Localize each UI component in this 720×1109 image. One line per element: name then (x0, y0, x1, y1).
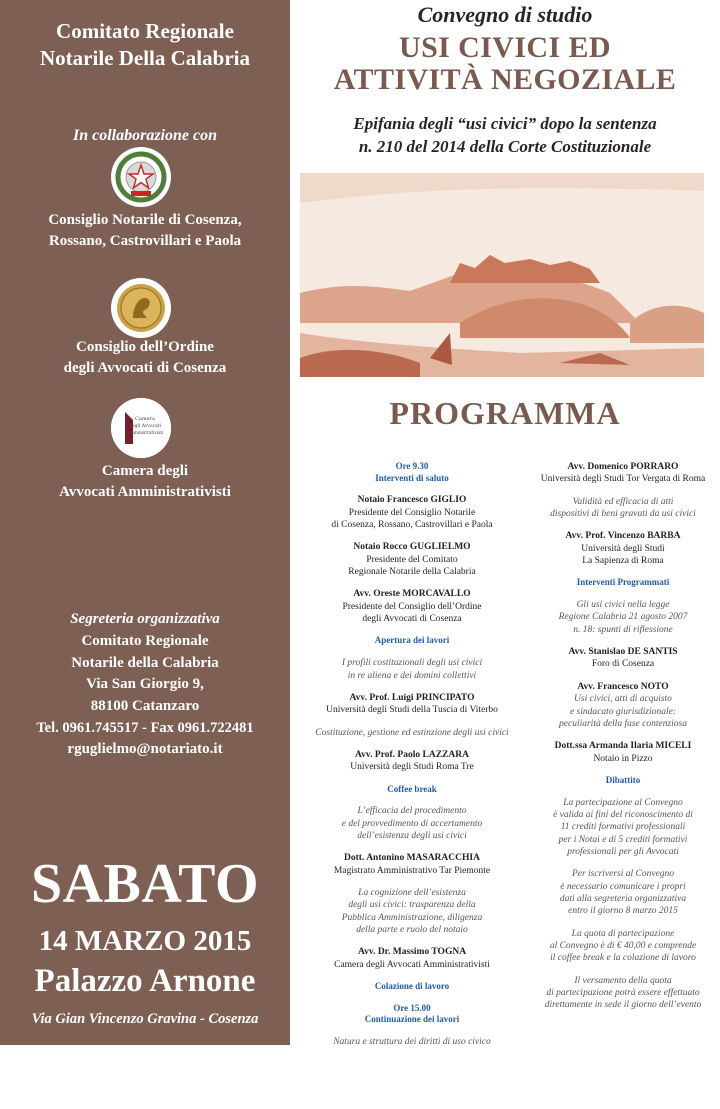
program-item (533, 599, 713, 636)
program-item (297, 692, 527, 717)
program-item (297, 635, 527, 647)
speaker-name: Dott.ssa Armanda Ilaria MICELI (554, 741, 692, 752)
program-item (533, 975, 713, 1012)
speaker-affiliation: Camera degli Avvocati Amministrativisti (334, 959, 490, 970)
session-heading: Ore 15.00 Continuazione dei lavori (364, 1002, 460, 1025)
programma-heading: PROGRAMMA (389, 395, 621, 431)
talk-title: La quota di partecipazione al Convegno è di € 40,00 e comprende il coffee break e la colazione di lavoro (549, 928, 697, 964)
speaker-affiliation: Presidente del Comitato Regionale Notarile della Calabria (348, 554, 476, 578)
talk-title: Costituzione, gestione ed estinzione degli usi civici (315, 727, 509, 738)
program-item (297, 981, 527, 993)
speaker-affiliation: Università degli Studi della Tuscia di Viterbo (326, 705, 498, 716)
speaker-name: Avv. Prof. Luigi PRINCIPATO (349, 692, 475, 703)
convegno-label: Convegno di studio (417, 2, 593, 27)
secretariat-address: Comitato Regionale Notarile della Calabria Via San Giorgio 9, 88100 Catanzaro (71, 632, 219, 714)
talk-title: Per iscriversi al Convegno è necessario comunicare i propri dati alla segreteria organizzativa entro il giorno 8 marzo 2015 (559, 869, 687, 917)
program-item (297, 805, 527, 842)
program-item (297, 749, 527, 774)
partner-name-ordine-avvocati: Consiglio dell’Ordine degli Avvocati di Cosenza (63, 339, 227, 377)
program-item (297, 657, 527, 682)
italian-republic-emblem-icon (111, 147, 171, 207)
talk-title: I profili costituzionali degli usi civici in re aliena e dei domini collettivi (341, 658, 483, 681)
secretariat-phone: Tel. 0961.745517 - Fax 0961.722481 (36, 719, 254, 736)
collaboration-heading: In collaborazione con (72, 127, 217, 144)
talk-title: La partecipazione al Convegno è valida ai fini del riconoscimento di 11 crediti formativi professionali per i Notai e di 5 crediti formativi professionali per gli Avvocati (553, 797, 693, 857)
talk-title: La cognizione dell’esistenza degli usi civici: trasparenza della Pubblica Amministrazione, diligenza della parte e ruolo del notaio (341, 887, 483, 935)
program-item (297, 1003, 527, 1026)
organizer-name: Comitato Regionale Notarile Della Calabria (40, 19, 250, 70)
program-item (297, 461, 527, 484)
program-item (297, 852, 527, 877)
program-item (297, 541, 527, 578)
left-panel (0, 0, 290, 1045)
program-item (533, 530, 713, 567)
event-address: Via Gian Vincenzo Gravina - Cosenza (31, 1011, 259, 1027)
event-date: 14 MARZO 2015 (38, 925, 252, 957)
talk-title: Natura e struttura dei diritti di uso civico (333, 1037, 491, 1048)
program-item (533, 646, 713, 671)
program-item (297, 1036, 527, 1048)
program-item (297, 946, 527, 971)
program-item (533, 740, 713, 765)
secretariat-title: Segreteria organizzativa (70, 611, 220, 627)
program-item (297, 784, 527, 796)
talk-title: L’efficacia del procedimento e del provvedimento di accertamento dell’esistenza degli usi civici (341, 806, 483, 841)
speaker-affiliation: Presidente del Consiglio Notarile di Cosenza, Rossano, Castrovillari e Paola (331, 507, 493, 531)
speaker-name: Avv. Stanislao DE SANTIS (568, 647, 678, 658)
talk-title: Gli usi civici nella legge Regione Calabria 21 agosto 2007 n. 18: spunti di riflessione (558, 600, 688, 635)
speaker-name: Avv. Dr. Massimo TOGNA (357, 947, 467, 958)
program-item (533, 461, 713, 486)
program-item (297, 588, 527, 625)
speaker-affiliation: Università degli Studi Tor Vergata di Roma (540, 474, 706, 485)
talk-title: Il versamento della quota di partecipazione potrà essere effettuato direttamente in sede il giorno dell’evento (544, 975, 702, 1011)
program-item (533, 797, 713, 859)
session-heading: Dibattito (605, 774, 641, 785)
secretariat-block (0, 609, 290, 761)
speaker-name: Avv. Prof. Vincenzo BARBA (565, 531, 681, 542)
page-subtitle: Epifania degli “usi civici” dopo la sentenza n. 210 del 2014 della Corte Costituzionale (353, 114, 657, 156)
program-item (533, 577, 713, 589)
speaker-name: Avv. Domenico PORRARO (567, 462, 679, 472)
speaker-name: Notaio Rocco GUGLIELMO (353, 542, 471, 553)
speaker-affiliation: Presidente del Consiglio dell’Ordine degli Avvocati di Cosenza (342, 601, 482, 625)
program-item (297, 494, 527, 531)
speaker-affiliation: Università degli Studi La Sapienza di Roma (581, 543, 665, 567)
coastal-town-engraving (300, 173, 704, 377)
session-heading: Coffee break (387, 783, 437, 794)
event-venue: Palazzo Arnone (34, 963, 256, 999)
partner-name-consiglio-notarile: Consiglio Notarile di Cosenza, Rossano, Castrovillari e Paola (48, 212, 242, 250)
session-heading: Apertura dei lavori (374, 635, 450, 646)
program-column-left (297, 461, 527, 1058)
program-item (297, 727, 527, 739)
program-item (533, 868, 713, 917)
session-heading: Colazione di lavoro (374, 981, 450, 992)
speaker-affiliation: Notaio in Pizzo (593, 753, 653, 764)
logo-line-3: Amministrativisti (126, 430, 164, 435)
program-item (533, 496, 713, 521)
logo-line-1: Camera (135, 416, 155, 422)
session-heading: Interventi Programmati (576, 577, 670, 588)
speaker-name: Notaio Francesco GIGLIO (357, 495, 467, 506)
speaker-affiliation: Magistrato Amministrativo Tar Piemonte (333, 865, 491, 876)
program-column-right (533, 461, 713, 1022)
speaker-name: Avv. Prof. Paolo LAZZARA (355, 749, 469, 760)
partner-name-camera-avvocati: Camera degli Avvocati Amministrativisti (59, 463, 231, 501)
gold-medallion-icon (111, 278, 171, 338)
program-item (533, 928, 713, 965)
program-item (533, 775, 713, 787)
program-item (297, 887, 527, 936)
talk-title: Usi civici, atti di acquisto e sindacato giurisdizionale: peculiarità della fase contenziosa (559, 694, 687, 729)
speaker-affiliation: Foro di Cosenza (591, 659, 655, 670)
program-item (533, 681, 713, 730)
event-day: SABATO (30, 853, 260, 915)
speaker-name: Dott. Antonino MASARACCHIA (344, 853, 480, 864)
session-heading: Ore 9.30 Interventi di saluto (375, 461, 449, 483)
secretariat-email[interactable]: rguglielmo@notariato.it (67, 740, 223, 757)
camera-avvocati-logo-icon (111, 398, 171, 458)
talk-title: Validità ed efficacia di atti dispositivi di beni gravati da usi civici (550, 496, 696, 520)
speaker-name: Avv. Francesco NOTO (577, 681, 669, 692)
logo-line-2: degli Avvocati (128, 424, 162, 429)
speaker-name: Avv. Oreste MORCAVALLO (353, 589, 471, 600)
speaker-affiliation: Università degli Studi Roma Tre (350, 762, 474, 773)
page-title: USI CIVICI ED ATTIVITÀ NEGOZIALE (333, 31, 677, 97)
